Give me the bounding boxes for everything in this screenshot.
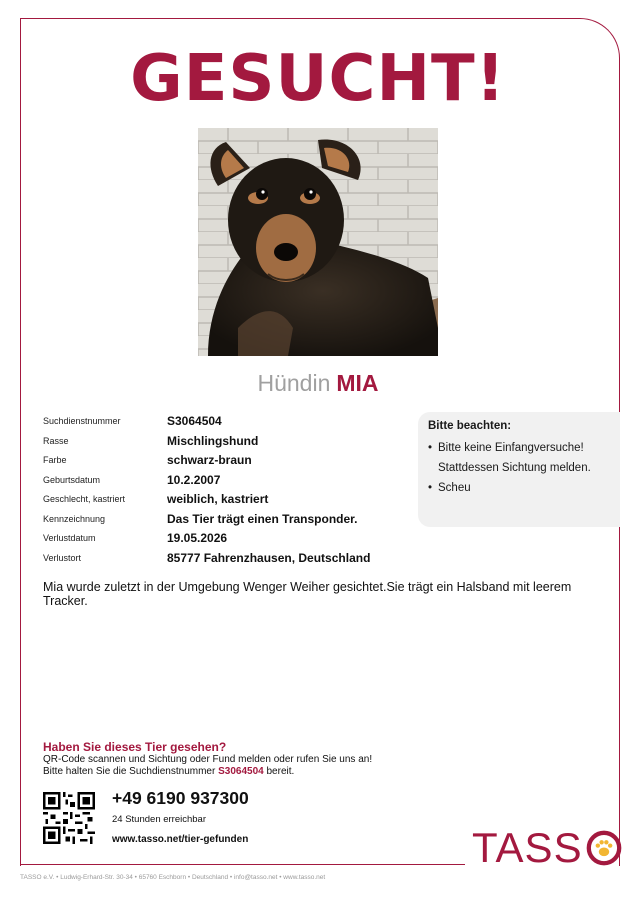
notice-title: Bitte beachten: (428, 420, 512, 432)
detail-row (43, 531, 403, 551)
detail-label: Verlustort (43, 552, 82, 563)
detail-label: Geschlecht, kastriert (43, 494, 126, 504)
detail-value: S3064504 (167, 414, 222, 428)
qr-code[interactable] (43, 792, 95, 844)
notice-item: • Bitte keine Einfangversuche! Stattdessen Sichtung melden. (428, 438, 610, 478)
detail-value: weiblich, kastriert (167, 492, 269, 506)
detail-row (43, 473, 403, 493)
search-number: S3064504 (218, 766, 264, 777)
notice-item: • Scheu (428, 478, 610, 498)
phone-number[interactable]: +49 6190 937300 (112, 788, 249, 808)
hours-text: 24 Stunden erreichbar (112, 814, 207, 825)
detail-label: Suchdienstnummer (43, 416, 121, 426)
website-link[interactable]: www.tasso.net/tier-gefunden (112, 834, 249, 845)
cta-line: QR-Code scannen und Sichtung oder Fund melden oder rufen Sie uns an! (43, 754, 373, 765)
detail-label: Farbe (43, 455, 67, 465)
tasso-logo (472, 822, 623, 874)
detail-value: schwarz-braun (167, 453, 252, 467)
detail-label: Verlustdatum (43, 533, 96, 543)
detail-value: 10.2.2007 (167, 472, 221, 487)
detail-value: 85777 Fahrenzhausen, Deutschland (167, 550, 371, 565)
detail-row (43, 551, 403, 571)
dog-photo (198, 128, 438, 356)
detail-label: Geburtsdatum (43, 474, 101, 485)
detail-value: 19.05.2026 (167, 531, 228, 545)
footer-address: TASSO e.V. • Ludwig-Erhard-Str. 30-34 • 65760 Eschborn • Deutschland • info@tasso.net • www.tasso.net (20, 874, 326, 881)
animal-name-value: MIA (336, 370, 379, 396)
poster-frame-bottom (20, 864, 465, 865)
detail-row (43, 434, 403, 454)
detail-label: Rasse (43, 435, 69, 446)
cta-title: Haben Sie dieses Tier gesehen? (43, 740, 227, 754)
headline: GESUCHT! (130, 42, 506, 116)
description: Mia wurde zuletzt in der Umgebung Wenger Weiher gesichtet.Sie trägt ein Halsband mit leerem Tracker. (43, 580, 572, 608)
detail-row (43, 512, 403, 532)
call-to-action (43, 741, 463, 778)
notice-list (428, 438, 610, 498)
animal-name (0, 370, 636, 397)
detail-value: Das Tier trägt einen Transponder. (167, 511, 358, 526)
animal-sex: Hündin (257, 370, 331, 396)
detail-row (43, 414, 403, 434)
notice-box (418, 412, 620, 527)
cta-text: Bitte halten Sie die Suchdienstnummer (43, 766, 216, 777)
details-list (43, 414, 403, 570)
detail-value: Mischlingshund (167, 433, 259, 448)
detail-label: Kennzeichnung (43, 513, 106, 524)
paw-icon (585, 829, 623, 867)
cta-text: bereit. (266, 766, 295, 777)
detail-row (43, 492, 403, 512)
cta-line-number (43, 766, 463, 778)
logo-text: TASS (472, 824, 583, 871)
detail-row (43, 453, 403, 473)
